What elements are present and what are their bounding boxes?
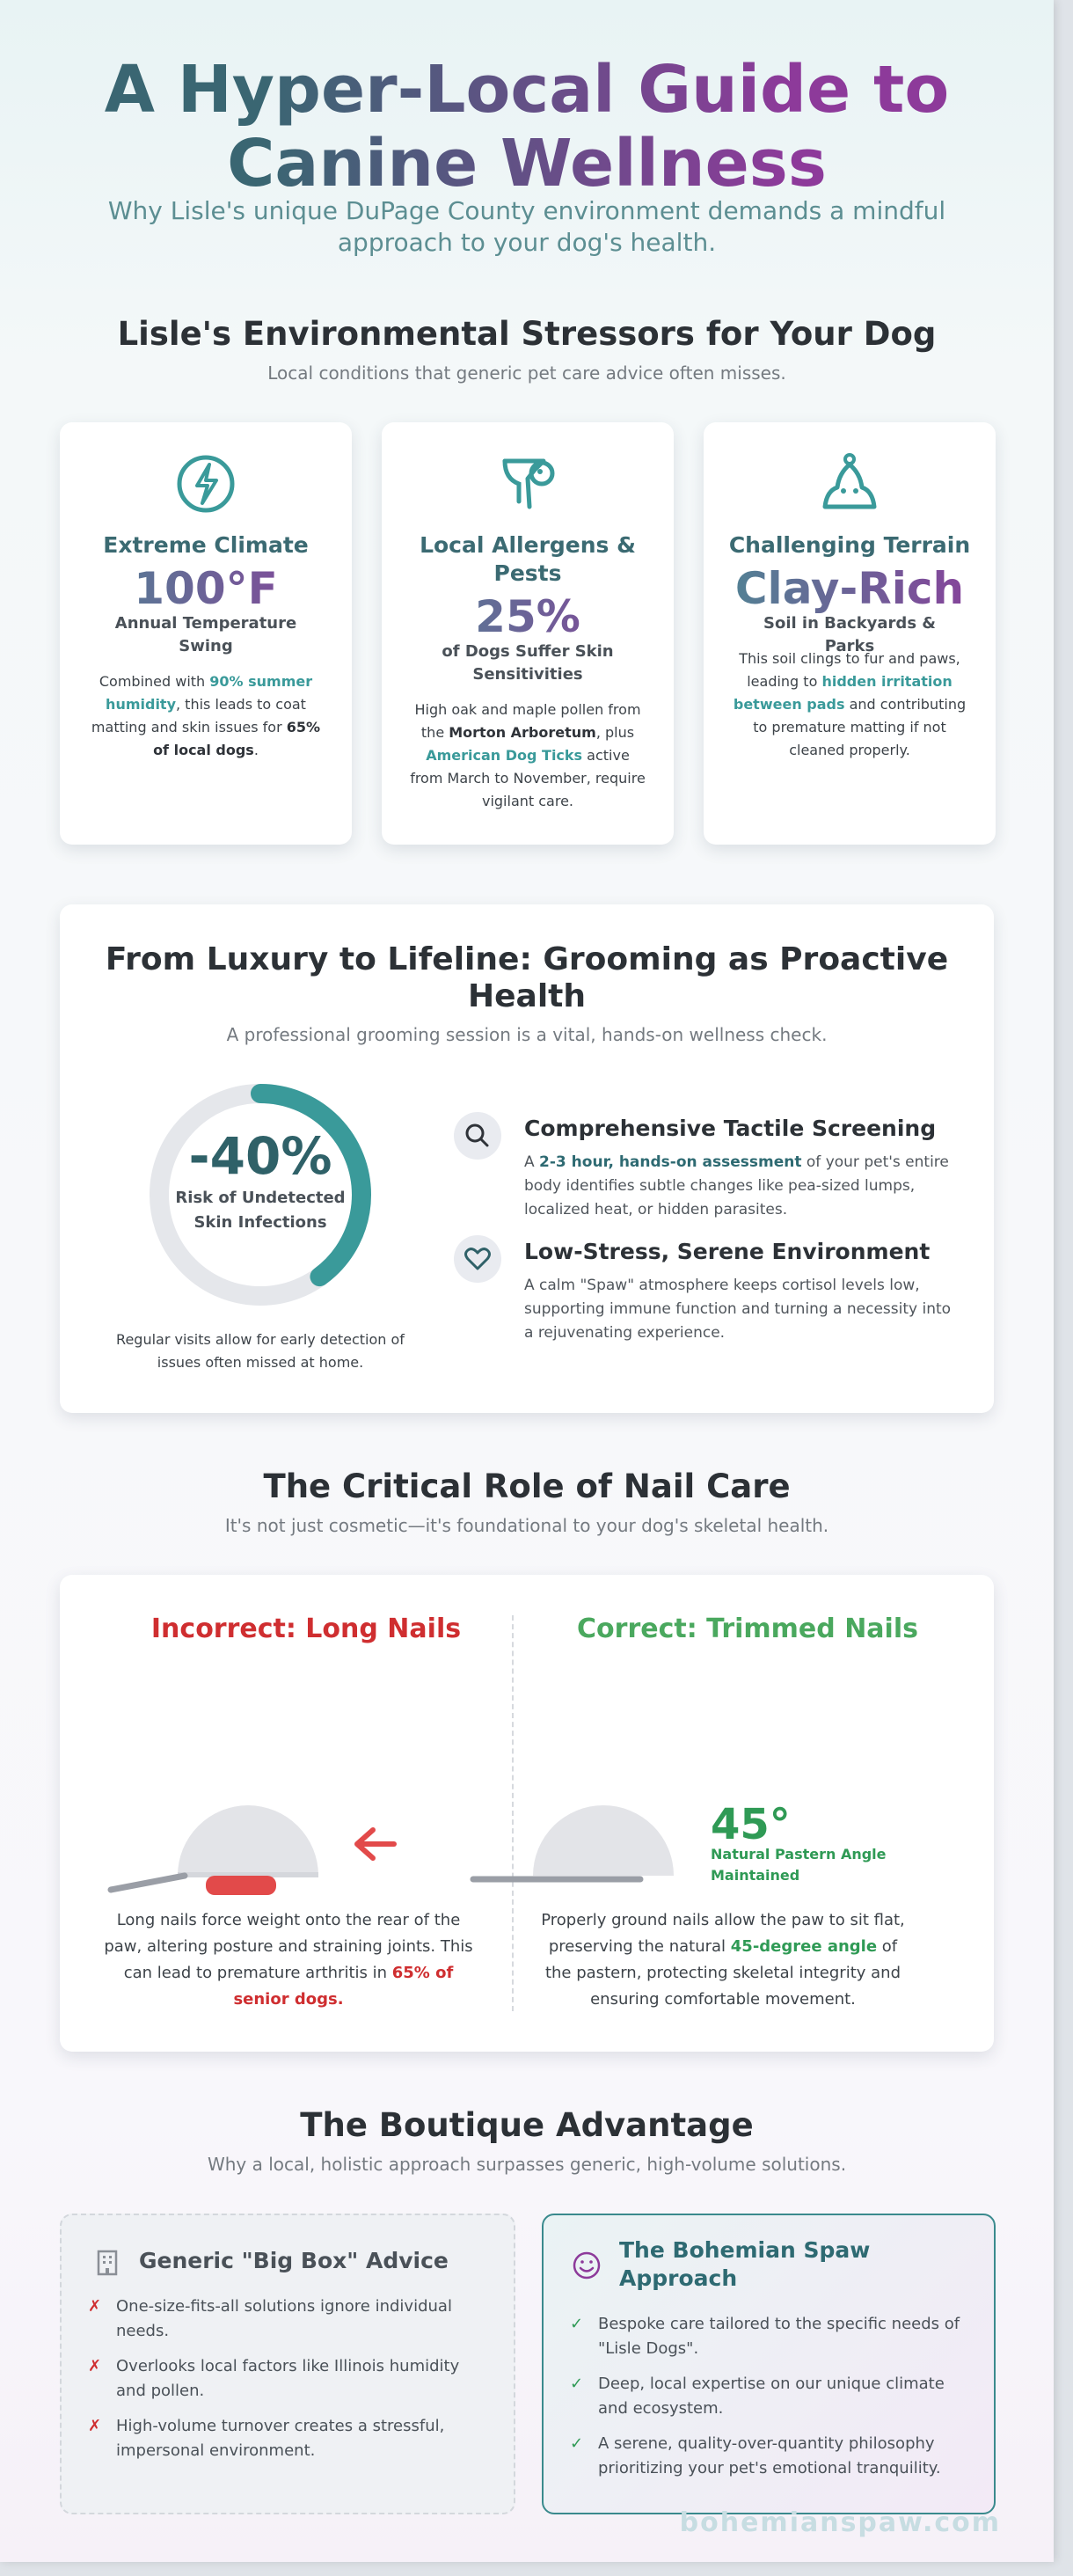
check-icon: ✓ — [570, 2315, 584, 2333]
allergen-tree-icon — [493, 449, 563, 519]
stressor-title: Local Allergens & Pests — [420, 532, 636, 586]
stressor-title: Challenging Terrain — [728, 532, 971, 558]
stressor-title: Extreme Climate — [103, 532, 309, 558]
feature-tactile-screening — [454, 1112, 949, 1218]
page-title: A Hyper-Local Guide to Canine Wellness — [0, 53, 1054, 201]
cross-icon: ✗ — [88, 2297, 102, 2316]
stressor-card-allergens — [382, 422, 674, 845]
bohemian-approach-card: The Bohemian Spaw Approach ✓ Bespoke care tailored to the specific needs of "Lisle Dogs". ✓ Deep, local expertise on our unique climate and ecosystem. ✓ A serene, quality-over-quantity philosophy prioritizing your pet's emotional tranquility. — [542, 2214, 996, 2514]
page-subtitle: Why Lisle's unique DuPage County environment demands a mindful approach to your dog's health. — [107, 196, 946, 257]
nails-subtitle: It's not just cosmetic—it's foundational to your dog's skeletal health. — [224, 1515, 829, 1536]
correct-nails-title: Correct: Trimmed Nails — [577, 1614, 918, 1644]
stressors-subtitle: Local conditions that generic pet care advice often misses. — [267, 362, 786, 384]
grooming-card — [60, 904, 994, 1413]
generic-advice-card: Generic "Big Box" Advice ✗ One-size-fits-all solutions ignore individual needs. ✗ Overlooks local factors like Illinois humidity and pollen. ✗ High-volume turnover creates a stressful, impersonal environment. — [60, 2214, 515, 2514]
trimmed-nail-paw-diagram — [464, 1777, 693, 1900]
bohemian-approach-title: The Bohemian Spaw Approach — [619, 2237, 871, 2291]
feature-title: Comprehensive Tactile Screening — [524, 1116, 937, 1141]
stressor-label: Soil in Backyards & Parks — [763, 614, 936, 655]
risk-note: Regular visits allow for early detection of issues often missed at home. — [116, 1331, 405, 1371]
grooming-title: From Luxury to Lifeline: Grooming as Proactive Health — [105, 941, 949, 1014]
incorrect-nails-description: Long nails force weight onto the rear of the paw, altering posture and straining joints. This can lead to premature arthritis in 65% of senior dogs. — [104, 1911, 473, 2009]
generic-advice-title: Generic "Big Box" Advice — [139, 2248, 449, 2273]
risk-label: Risk of Undetected Skin Infections — [175, 1189, 346, 1232]
nails-card — [60, 1575, 994, 2052]
long-nail-paw-diagram — [95, 1777, 473, 1900]
feature-serene-environment — [454, 1235, 952, 1342]
watermark: bohemianspaw.com — [679, 2507, 1001, 2538]
cross-icon: ✗ — [88, 2417, 102, 2435]
stressor-card-terrain — [704, 422, 996, 845]
feature-description: A 2-3 hour, hands-on assessment of your pet's entire body identifies subtle changes like pea-sized lumps, localized heat, or hidden parasites. — [524, 1153, 949, 1218]
climate-bolt-icon — [171, 449, 241, 519]
feature-title: Low-Stress, Serene Environment — [524, 1239, 931, 1264]
stressor-description: Combined with 90% summer humidity, this leads to coat matting and skin issues for 65% of local dogs. — [91, 673, 321, 758]
cross-icon: ✗ — [88, 2357, 102, 2375]
stressor-description: High oak and maple pollen from the Morton Arboretum, plus American Dog Ticks active from March to November, require vigilant care. — [410, 701, 646, 809]
smile-icon — [572, 2250, 602, 2280]
angle-label: Natural Pastern Angle Maintained — [711, 1846, 887, 1884]
check-icon: ✓ — [570, 2375, 584, 2393]
stressor-label: of Dogs Suffer Skin Sensitivities — [442, 642, 614, 684]
boutique-title: The Boutique Advantage — [300, 2106, 754, 2144]
stressor-description: This soil clings to fur and paws, leading to hidden irritation between pads and contributing to premature matting if not cleaned properly. — [733, 650, 967, 758]
magnifier-icon — [454, 1112, 501, 1160]
boutique-subtitle: Why a local, holistic approach surpasses generic, high-volume solutions. — [207, 2154, 847, 2175]
grooming-subtitle: A professional grooming session is a vital, hands-on wellness check. — [226, 1024, 828, 1045]
stressor-stat: 100°F — [60, 563, 352, 614]
heart-icon — [454, 1235, 501, 1283]
check-icon: ✓ — [570, 2434, 584, 2453]
correct-nails-description: Properly ground nails allow the paw to sit flat, preserving the natural 45-degree angle of the pastern, protecting skeletal integrity and ensuring comfortable movement. — [541, 1911, 905, 2009]
nails-title: The Critical Role of Nail Care — [263, 1467, 791, 1505]
feature-description: A calm "Spaw" atmosphere keeps cortisol levels low, supporting immune function and turning a necessity into a rejuvenating experience. — [524, 1277, 952, 1342]
terrain-hill-icon — [814, 449, 885, 519]
stressor-stat: 25% — [382, 591, 674, 642]
risk-value: -40% — [188, 1126, 332, 1186]
angle-value: 45° — [711, 1800, 791, 1849]
stressors-title: Lisle's Environmental Stressors for Your Dog — [117, 315, 937, 353]
stressor-card-climate — [60, 422, 352, 845]
incorrect-nails-title: Incorrect: Long Nails — [150, 1614, 462, 1644]
stressor-stat: Clay-Rich — [704, 563, 996, 614]
stressor-label: Annual Temperature Swing — [114, 614, 297, 655]
building-icon — [93, 2249, 121, 2277]
